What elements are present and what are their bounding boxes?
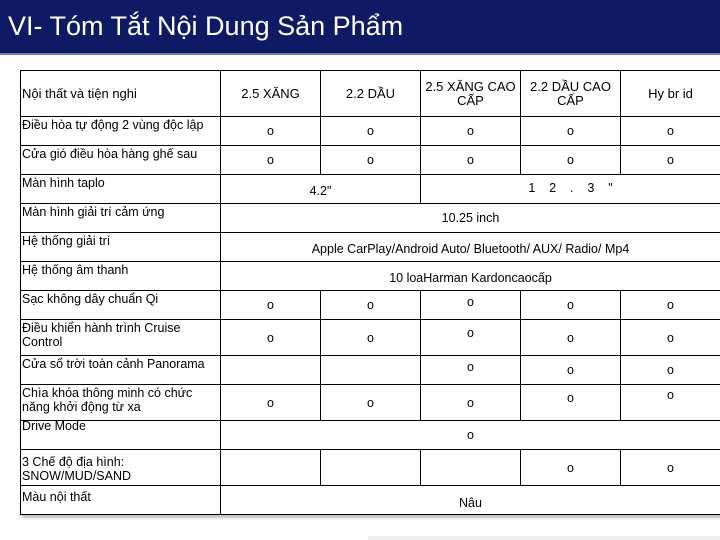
row-label: Màu nội thất (21, 486, 221, 515)
cell-value: o (621, 320, 720, 356)
table-row (21, 385, 720, 421)
cell-empty (321, 450, 421, 486)
header-feature: Nội thất và tiện nghi (21, 71, 221, 117)
cell-value: o (621, 291, 720, 320)
cell-value: o (621, 385, 720, 421)
cell-value: o (321, 146, 421, 175)
cell-empty (221, 450, 321, 486)
cell-value: o (421, 146, 521, 175)
cell-value: 10 loaHarman Kardoncaocấp (221, 262, 720, 291)
cell-value: Apple CarPlay/Android Auto/ Bluetooth/ AUX/ Radio/ Mp4 (221, 233, 720, 262)
cell-value: o (621, 117, 720, 146)
table-row (21, 486, 720, 515)
cell-value: o (421, 356, 521, 385)
row-label: Màn hình giải trí cảm ứng (21, 204, 221, 233)
table-row (21, 146, 720, 175)
cell-value: o (221, 117, 321, 146)
cell-value: o (521, 291, 621, 320)
table-row (21, 262, 720, 291)
table-row (21, 175, 720, 204)
header-col-5: Hy br id (621, 71, 720, 117)
cell-value: Nâu (221, 486, 720, 515)
cell-value: o (621, 450, 720, 486)
row-label: Chìa khóa thông minh có chức năng khởi động từ xa (21, 385, 221, 421)
row-label: Sạc không dây chuẩn Qi (21, 291, 221, 320)
cell-value: o (621, 146, 720, 175)
table-row (21, 450, 720, 486)
row-label: Cửa sổ trời toàn cảnh Panorama (21, 356, 221, 385)
cell-value: o (421, 291, 521, 320)
cell-value: o (221, 421, 720, 450)
table-row (21, 320, 720, 356)
row-label: Điều khiển hành trình Cruise Control (21, 320, 221, 356)
table-row (21, 117, 720, 146)
row-label: 3 Chế độ địa hình: SNOW/MUD/SAND (21, 450, 221, 486)
cell-value: o (321, 385, 421, 421)
table-row (21, 356, 720, 385)
cell-value: o (521, 385, 621, 421)
cell-value: o (221, 291, 321, 320)
header-col-4: 2.2 DẦU CAO CẤP (521, 71, 621, 117)
header-col-2: 2.2 DẦU (321, 71, 421, 117)
footer-shadow (368, 536, 720, 540)
page-title: VI- Tóm Tắt Nội Dung Sản Phẩm (8, 11, 404, 41)
cell-value: o (521, 117, 621, 146)
row-label: Điều hòa tự động 2 vùng độc lập (21, 117, 221, 146)
cell-value: o (621, 356, 720, 385)
table-row (21, 204, 720, 233)
header-col-3: 2.5 XĂNG CAO CẤP (421, 71, 521, 117)
spec-table (20, 70, 720, 515)
cell-value: o (321, 117, 421, 146)
table-row (21, 233, 720, 262)
title-bar (0, 0, 720, 55)
cell-value: o (521, 450, 621, 486)
cell-value: o (521, 146, 621, 175)
table-row (21, 291, 720, 320)
cell-value: o (421, 320, 521, 356)
row-label: Hệ thống giải trí (21, 233, 221, 262)
row-label: Drive Mode (21, 421, 221, 450)
cell-value: o (421, 117, 521, 146)
cell-empty (321, 356, 421, 385)
cell-value: o (321, 291, 421, 320)
cell-value: o (521, 320, 621, 356)
header-col-1: 2.5 XĂNG (221, 71, 321, 117)
row-label: Hệ thống âm thanh (21, 262, 221, 291)
cell-value: 10.25 inch (221, 204, 720, 233)
cell-value: o (221, 320, 321, 356)
cell-value: o (221, 385, 321, 421)
row-label: Cửa gió điều hòa hàng ghế sau (21, 146, 221, 175)
table-header-row (21, 71, 720, 117)
cell-empty (221, 356, 321, 385)
row-label: Màn hình taplo (21, 175, 221, 204)
cell-value: o (221, 146, 321, 175)
cell-value: o (321, 320, 421, 356)
cell-value: 4.2" (221, 175, 421, 204)
table-row (21, 421, 720, 450)
cell-value: o (521, 356, 621, 385)
cell-empty (421, 450, 521, 486)
cell-value: o (421, 385, 521, 421)
cell-value: 1 2 . 3 " (421, 175, 720, 204)
